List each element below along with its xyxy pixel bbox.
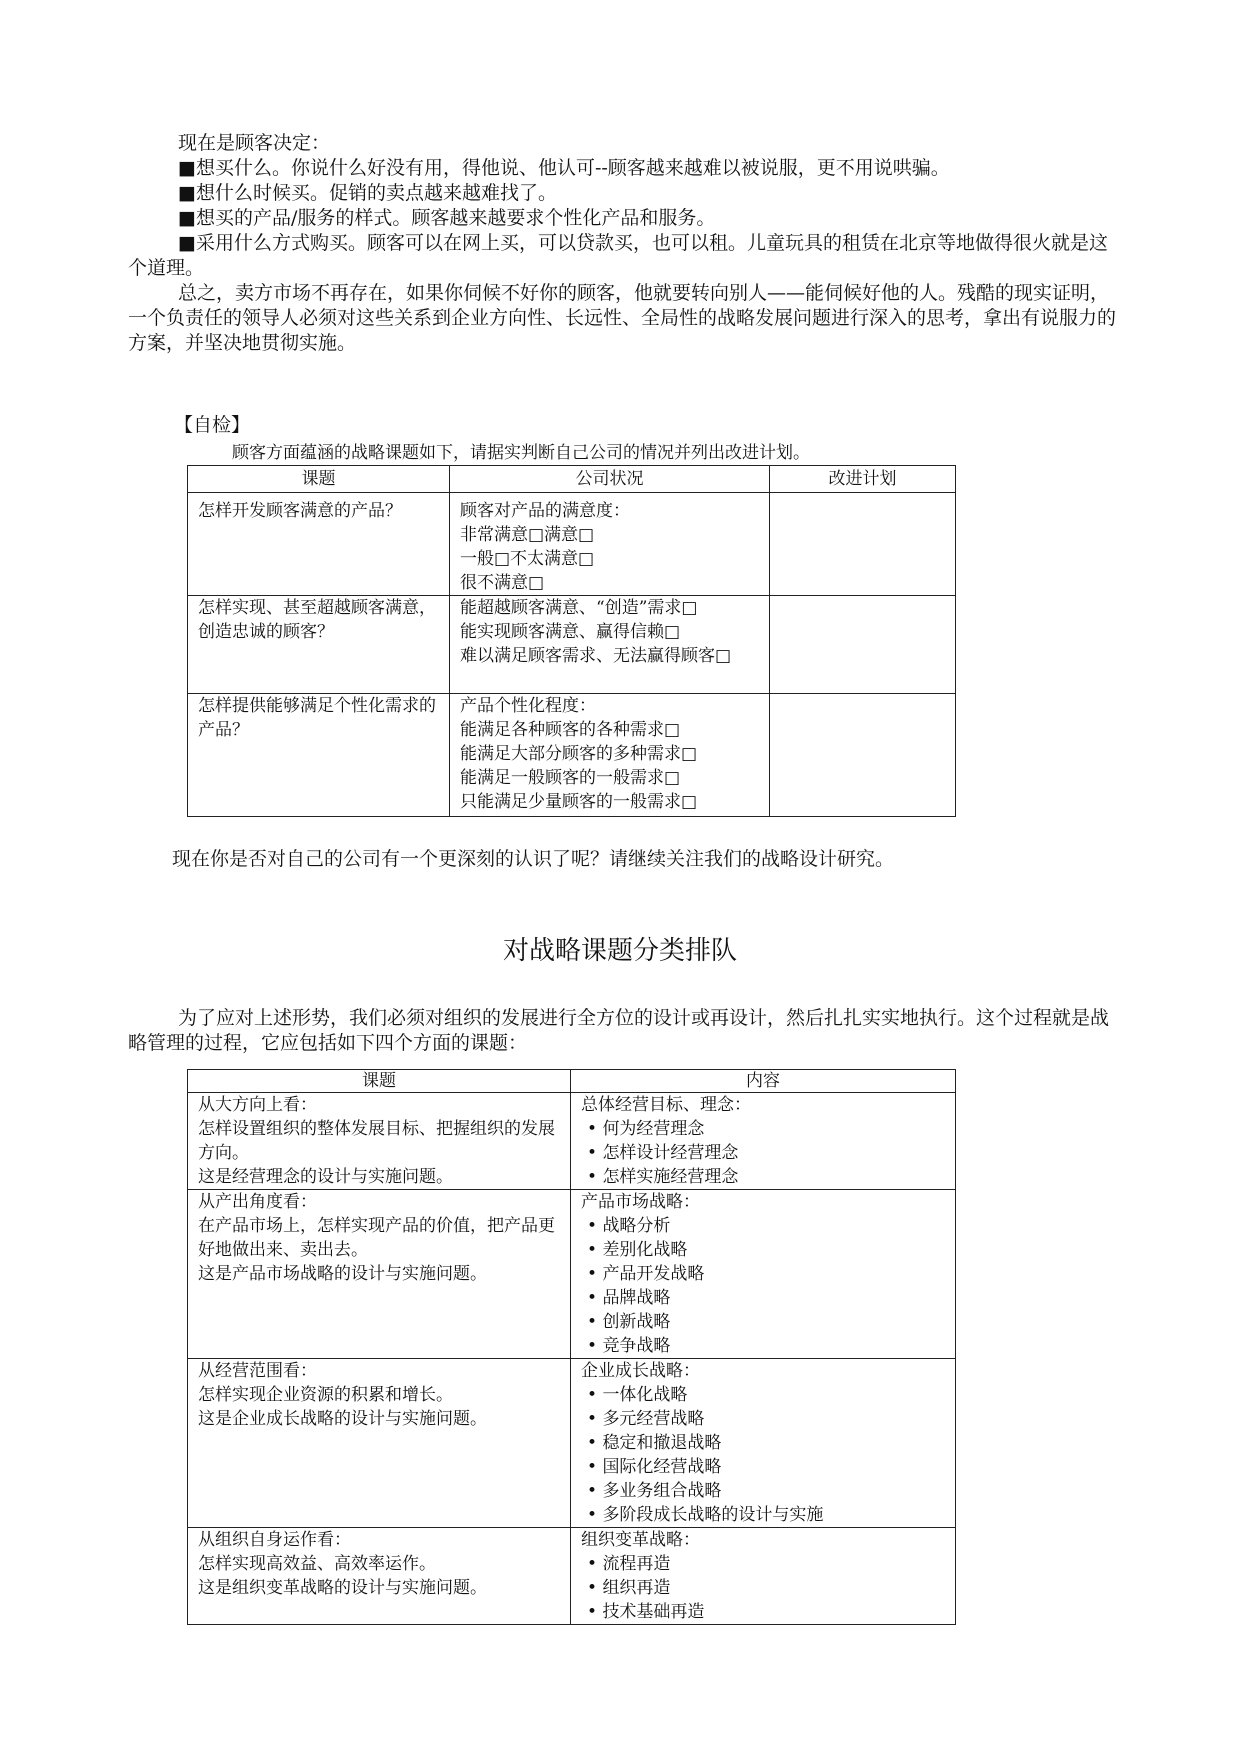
topic-line: 在产品市场上，怎样实现产品的价值，把产品更好地做出来、卖出去。 [198,1216,555,1260]
bullet-item: • 多元经营战略 [587,1409,705,1429]
intro-paragraph: ■采用什么方式购买。顾客可以在网上买，可以贷款买，也可以租。儿童玩具的租赁在北京等地做得很火就是这个道理。 [128,232,1108,279]
status-line: 非常满意□满意□ [460,525,595,545]
topic-line: 这是组织变革战略的设计与实施问题。 [198,1578,487,1598]
header-cell: 改进计划 [770,466,956,493]
table-row [188,1190,956,1359]
bullet-text: 创新战略 [602,1312,671,1332]
status-line: 只能满足少量顾客的一般需求□ [460,792,698,812]
topic-line: 这是产品市场战略的设计与实施问题。 [198,1264,487,1284]
bullet-item: • 何为经营理念 [587,1119,705,1139]
bullet-item: • 国际化经营战略 [587,1457,722,1477]
status-cell [450,694,770,817]
topic-cell: 怎样开发顾客满意的产品？ [188,493,450,596]
bullet-text: 组织再造 [602,1578,671,1598]
topic-line: 从经营范围看： [198,1361,317,1381]
topic-cell: 怎样提供能够满足个性化需求的产品？ [188,694,450,817]
header-cell: 课题 [188,466,450,493]
plan-cell [770,493,956,596]
header-cell: 内容 [571,1070,956,1093]
strategy-table [187,1069,956,1625]
bullet-item: • 多业务组合战略 [587,1481,722,1501]
bullet-item: • 差别化战略 [587,1240,688,1260]
topic-line: 从产出角度看： [198,1192,317,1212]
table-row [188,596,956,694]
header-cell: 公司状况 [450,466,770,493]
plan-cell [770,596,956,694]
bullet-item: • 创新战略 [587,1312,671,1332]
status-line: 能满足各种顾客的各种需求□ [460,720,681,740]
table-row [188,1359,956,1528]
bullet-text: 战略分析 [602,1216,671,1236]
intro-paragraph: 现在是顾客决定： [178,132,331,154]
bullet-item: • 多阶段成长战略的设计与实施 [587,1505,824,1525]
intro-section [128,131,1118,356]
bullet-item: • 组织再造 [587,1578,671,1598]
content-title: 产品市场战略： [581,1192,700,1212]
bullet-text: 国际化经营战略 [602,1457,722,1477]
status-line: 一般□不太满意□ [460,549,595,569]
bullet-item: • 怎样设计经营理念 [587,1143,739,1163]
topic-line: 怎样实现企业资源的积累和增长。 [198,1385,453,1405]
status-line: 能满足大部分顾客的多种需求□ [460,744,698,764]
content-cell [571,1093,956,1190]
content-cell [571,1190,956,1359]
status-line: 难以满足顾客需求、无法赢得顾客□ [460,646,732,666]
bullet-text: 怎样设计经营理念 [602,1143,739,1163]
topic-line: 从大方向上看： [198,1095,317,1115]
intro-paragraph: ■想买什么。你说什么好没有用，得他说、他认可--顾客越来越难以被说服，更不用说哄骗。 [178,157,950,179]
bullet-item: • 品牌战略 [587,1288,671,1308]
plan-cell [770,694,956,817]
bullet-text: 竞争战略 [602,1336,671,1356]
bullet-text: 稳定和撤退战略 [602,1433,722,1453]
self-check-caption: 顾客方面蕴涵的战略课题如下，请据实判断自己公司的情况并列出改进计划。 [232,443,810,463]
intro-paragraph: 总之，卖方市场不再存在，如果你伺候不好你的顾客，他就要转向别人——能伺候好他的人。残酷的现实证明，一个负责任的领导人必须对这些关系到企业方向性、长远性、全局性的战略发展问题进行深入的思考，拿出有说服力的方案，并坚决地贯彻实施。 [128,282,1117,354]
bullet-item: • 一体化战略 [587,1385,688,1405]
topic-cell [188,1359,571,1528]
content-title: 组织变革战略： [581,1530,700,1550]
content-title: 企业成长战略： [581,1361,700,1381]
bullet-text: 何为经营理念 [602,1119,705,1139]
status-line: 很不满意□ [460,573,545,593]
status-line: 能实现顾客满意、赢得信赖□ [460,622,681,642]
bullet-item: • 竞争战略 [587,1336,671,1356]
bullet-item: • 流程再造 [587,1554,671,1574]
content-title: 总体经营目标、理念： [581,1095,751,1115]
table-row [188,493,956,596]
bullet-text: 一体化战略 [602,1385,688,1405]
section-paragraph: 为了应对上述形势，我们必须对组织的发展进行全方位的设计或再设计，然后扎扎实实地执行。这个过程就是战略管理的过程，它应包括如下四个方面的课题： [128,1007,1110,1054]
intro-paragraph: ■想什么时候买。促销的卖点越来越难找了。 [178,182,557,204]
topic-cell [188,1093,571,1190]
topic-line: 这是企业成长战略的设计与实施问题。 [198,1409,487,1429]
status-cell [450,596,770,694]
topic-line: 从组织自身运作看： [198,1530,351,1550]
self-check-table [187,465,956,817]
status-line: 能超越顾客满意、“创造”需求□ [460,598,698,618]
bullet-text: 怎样实施经营理念 [602,1167,739,1187]
intro-paragraph: ■想买的产品/服务的样式。顾客越来越要求个性化产品和服务。 [178,207,716,229]
bullet-text: 多元经营战略 [602,1409,705,1429]
topic-line: 这是经营理念的设计与实施问题。 [198,1167,453,1187]
bullet-item: • 技术基础再造 [587,1602,705,1622]
bullet-item: • 产品开发战略 [587,1264,705,1284]
bullet-text: 多阶段成长战略的设计与实施 [602,1505,824,1525]
closing-text: 现在你是否对自己的公司有一个更深刻的认识了呢？请继续关注我们的战略设计研究。 [172,848,895,870]
topic-cell [188,1528,571,1625]
status-line: 产品个性化程度： [460,696,596,716]
section-title: 对战略课题分类排队 [502,936,737,966]
content-cell [571,1528,956,1625]
status-line: 顾客对产品的满意度： [460,501,630,521]
content-cell [571,1359,956,1528]
status-line: 能满足一般顾客的一般需求□ [460,768,681,788]
table-row [188,1093,956,1190]
bullet-item: • 怎样实施经营理念 [587,1167,739,1187]
header-cell: 课题 [188,1070,571,1093]
table-row [188,694,956,817]
bullet-text: 产品开发战略 [602,1264,705,1284]
table-row [188,1528,956,1625]
status-cell [450,493,770,596]
topic-line: 怎样实现高效益、高效率运作。 [198,1554,436,1574]
table-header-row [188,466,956,493]
bullet-text: 技术基础再造 [602,1602,705,1622]
bullet-text: 多业务组合战略 [602,1481,722,1501]
self-check-label: 【自检】 [174,414,251,436]
bullet-text: 差别化战略 [602,1240,688,1260]
table-header-row [188,1070,956,1093]
bullet-item: • 稳定和撤退战略 [587,1433,722,1453]
topic-line: 怎样设置组织的整体发展目标、把握组织的发展方向。 [198,1119,555,1163]
topic-cell [188,1190,571,1359]
bullet-text: 品牌战略 [602,1288,671,1308]
bullet-item: • 战略分析 [587,1216,671,1236]
section-paragraph-block [128,1006,1118,1056]
bullet-text: 流程再造 [602,1554,671,1574]
topic-cell: 怎样实现、甚至超越顾客满意，创造忠诚的顾客？ [188,596,450,694]
